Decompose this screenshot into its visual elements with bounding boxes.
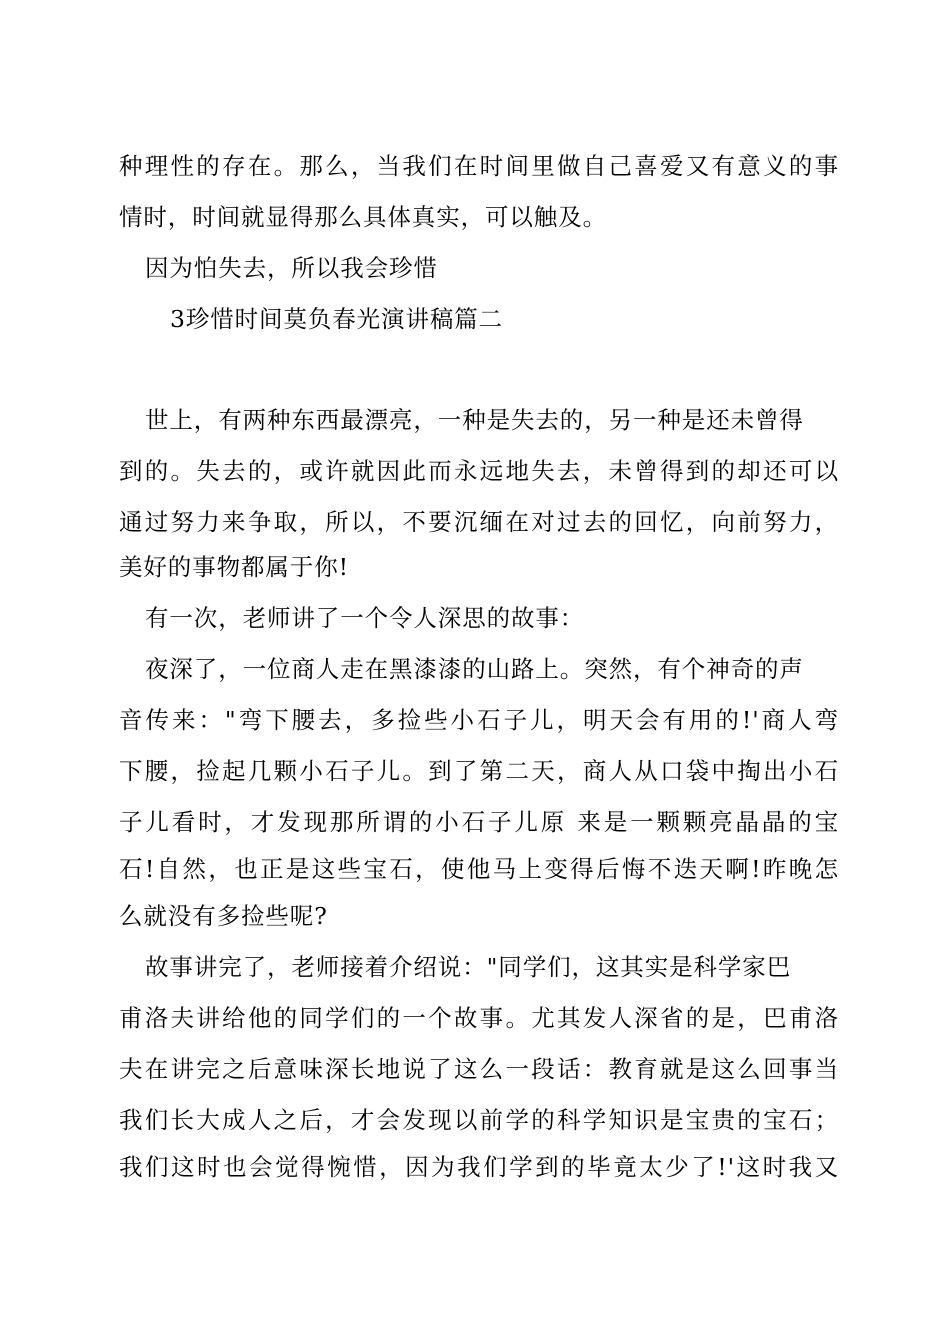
text-line: 美好的事物都属于你! xyxy=(119,553,349,581)
text-line: 么就没有多捡些呢? xyxy=(119,902,328,930)
text-line: 种理性的存在。那么，当我们在时间里做自己喜爱又有意义的事 xyxy=(119,152,839,180)
section-heading: 3珍惜时间莫负春光演讲稿篇二 xyxy=(170,305,504,333)
text-line: 子儿看时，才发现那所谓的小石子儿原 来是一颗颗亮晶晶的宝 xyxy=(119,808,839,836)
text-line: 我们长大成人之后，才会发现以前学的科学知识是宝贵的宝石； xyxy=(119,1106,839,1134)
text-line: 夜深了，一位商人走在黑漆漆的山路上。突然，有个神奇的声 xyxy=(145,655,804,683)
text-line: 到的。失去的，或许就因此而永远地失去，未曾得到的却还可以 xyxy=(119,457,839,485)
text-line: 情时，时间就显得那么具体真实，可以触及。 xyxy=(119,203,607,231)
text-line: 因为怕失去，所以我会珍惜 xyxy=(145,254,438,282)
text-line: 世上，有两种东西最漂亮，一种是失去的，另一种是还未曾得 xyxy=(145,406,804,434)
text-line: 下腰，捡起几颗小石子儿。到了第二天，商人从口袋中掏出小石 xyxy=(119,757,839,785)
text-line: 音传来："弯下腰去，多捡些小石子儿，明天会有用的!'商人弯 xyxy=(119,706,839,734)
text-line: 我们这时也会觉得惋惜，因为我们学到的毕竟太少了!'这时我又 xyxy=(119,1153,839,1181)
text-line: 甫洛夫讲给他的同学们的一个故事。尤其发人深省的是，巴甫洛 xyxy=(119,1004,839,1032)
text-line: 石!自然，也正是这些宝石，使他马上变得后悔不迭天啊!昨晚怎 xyxy=(119,855,839,883)
text-line: 故事讲完了，老师接着介绍说："同学们，这其实是科学家巴 xyxy=(145,953,792,981)
text-line: 有一次，老师讲了一个令人深思的故事： xyxy=(145,604,585,632)
text-line: 通过努力来争取，所以，不要沉缅在对过去的回忆，向前努力， xyxy=(119,508,839,536)
text-line: 夫在讲完之后意味深长地说了这么一段话：教育就是这么回事当 xyxy=(119,1055,839,1083)
